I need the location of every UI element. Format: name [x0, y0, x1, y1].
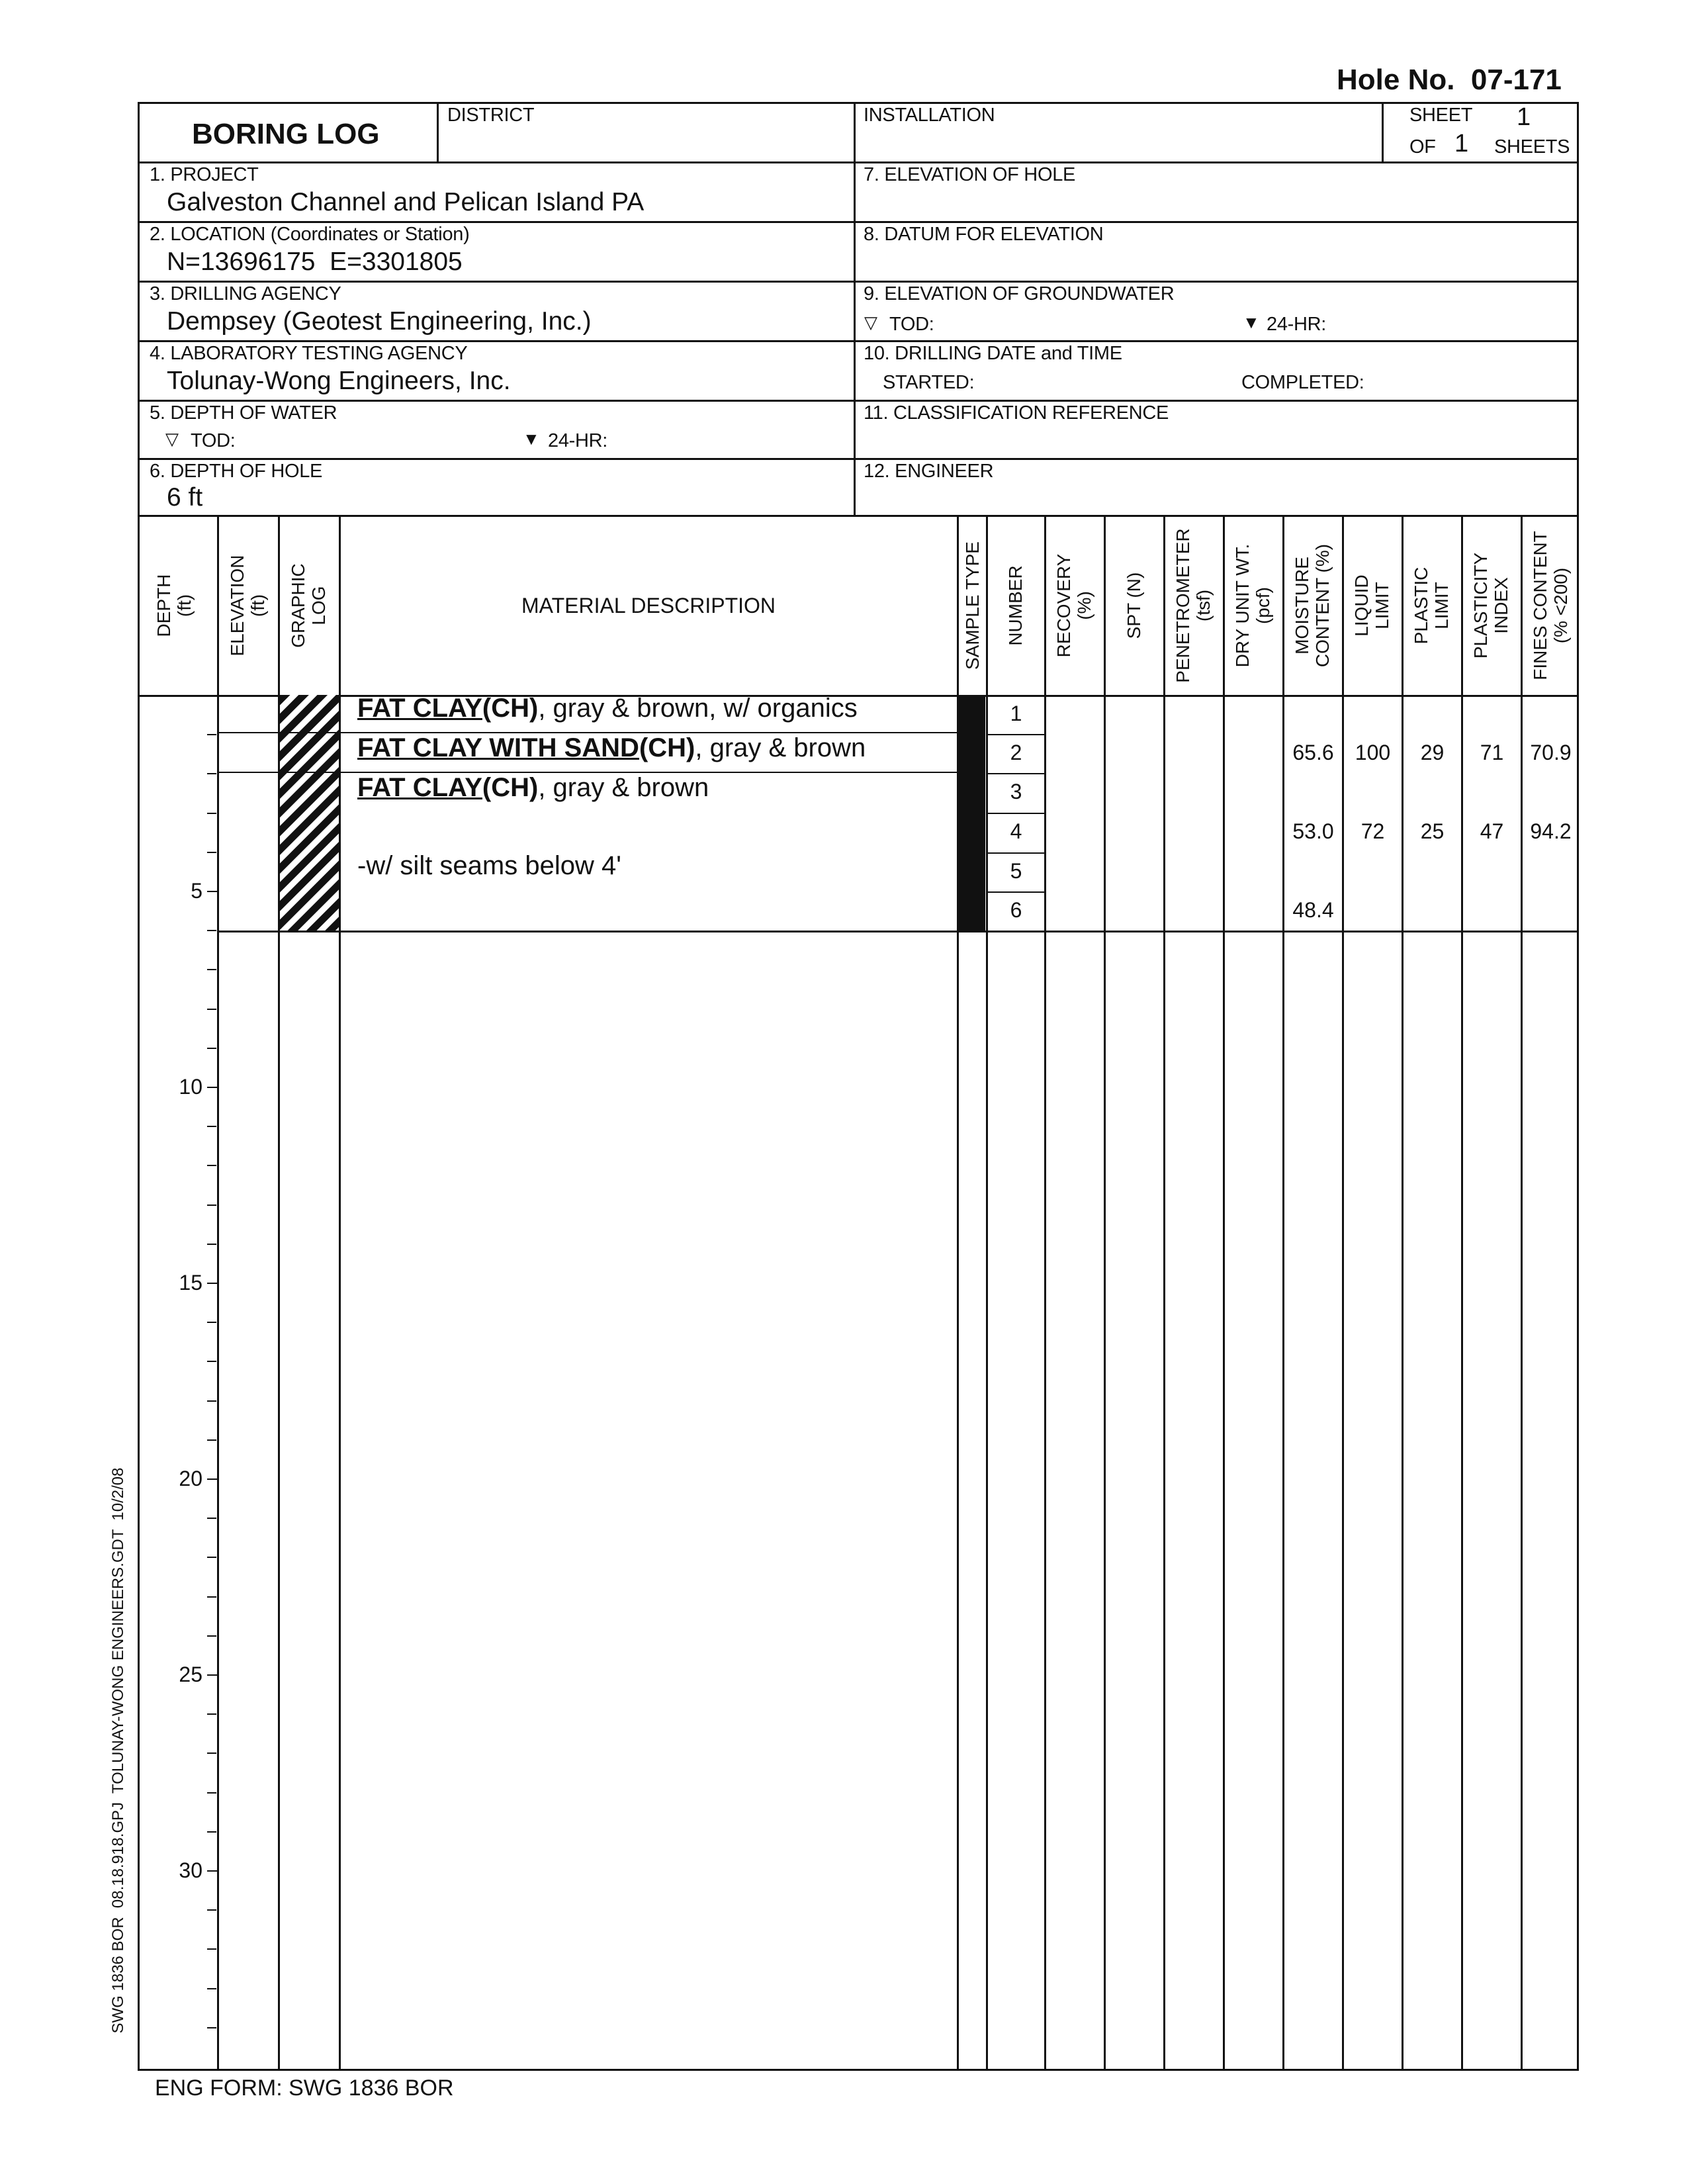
depth-tick: [207, 1400, 216, 1402]
sample-number: 5: [1010, 859, 1022, 883]
sheets-label: SHEETS: [1494, 136, 1570, 158]
depth-label: 5: [191, 879, 202, 903]
material-layer: FAT CLAY WITH SAND(CH), gray & brown: [357, 733, 866, 762]
depth-label: 25: [179, 1662, 202, 1686]
material-layer: FAT CLAY(CH), gray & brown: [357, 773, 709, 802]
liquid-limit-value: 100: [1355, 741, 1391, 764]
liquid-limit-value: 72: [1360, 819, 1385, 843]
of-label: OF: [1409, 136, 1436, 158]
col-fines-content: FINES CONTENT (% <200): [1530, 531, 1571, 680]
installation-label: INSTALLATION: [864, 105, 995, 126]
sample-type-bar: [959, 695, 985, 931]
depth-tick: [207, 1596, 216, 1598]
depth-tick: [207, 1557, 216, 1558]
depth-tick: [207, 930, 216, 931]
sheet-label: SHEET: [1409, 105, 1473, 126]
depth-label: 20: [179, 1467, 202, 1490]
depth-tick: [207, 1479, 218, 1480]
depth-tick: [207, 1322, 216, 1323]
sample-number: 1: [1010, 702, 1022, 725]
depth-tick: [207, 813, 216, 814]
depth-tick: [207, 1792, 216, 1794]
material-layer: FAT CLAY(CH), gray & brown, w/ organics: [357, 694, 858, 723]
depth-tick: [207, 1909, 216, 1911]
water-tod-icon: ▽: [165, 429, 179, 449]
depth-tick: [207, 1439, 216, 1441]
drilling-agency-value: Dempsey (Geotest Engineering, Inc.): [167, 307, 592, 336]
sample-number: 6: [1010, 898, 1022, 922]
engineer-label: 12. ENGINEER: [864, 461, 994, 482]
graphic-log-hatch: [280, 695, 339, 931]
col-spt: SPT (N): [1123, 572, 1144, 639]
col-dry-unit-wt: DRY UNIT WT. (pcf): [1232, 543, 1273, 668]
depth-water-label: 5. DEPTH OF WATER: [150, 402, 337, 424]
fines-value: 70.9: [1530, 741, 1572, 764]
depth-tick: [207, 1087, 218, 1088]
plastic-limit-value: 29: [1420, 741, 1445, 764]
depth-tick: [207, 1205, 216, 1206]
form-title: BORING LOG: [192, 118, 380, 150]
col-recovery: RECOVERY (%): [1053, 553, 1094, 658]
gw-24hr: 24-HR:: [1267, 314, 1327, 335]
hole-number: Hole No. 07-171: [1337, 64, 1562, 96]
depth-label: 30: [179, 1858, 202, 1882]
depth-tick: [207, 1948, 216, 1950]
water-24hr-icon: ▼: [523, 429, 540, 449]
material-note: -w/ silt seams below 4': [357, 851, 621, 880]
lab-agency-label: 4. LABORATORY TESTING AGENCY: [150, 343, 468, 364]
project-label: 1. PROJECT: [150, 164, 259, 185]
col-graphic-log: GRAPHIC LOG: [288, 563, 329, 648]
depth-tick: [207, 1283, 218, 1284]
started-label: STARTED:: [883, 372, 975, 393]
depth-tick: [207, 2027, 216, 2028]
gw-tod: TOD:: [889, 314, 934, 335]
district-label: DISTRICT: [447, 105, 535, 126]
col-elevation: ELEVATION (ft): [227, 555, 268, 657]
footer-form-id: ENG FORM: SWG 1836 BOR: [155, 2075, 454, 2101]
moisture-value: 48.4: [1292, 898, 1334, 922]
col-number: NUMBER: [1004, 565, 1026, 646]
col-plasticity-index: PLASTICITY INDEX: [1470, 552, 1511, 659]
plasticity-index-value: 71: [1480, 741, 1504, 764]
moisture-value: 53.0: [1292, 819, 1334, 843]
depth-tick: [207, 1713, 216, 1715]
depth-tick: [207, 773, 216, 774]
sheet-total: 1: [1454, 130, 1469, 158]
drilling-agency-label: 3. DRILLING AGENCY: [150, 283, 341, 304]
depth-tick: [207, 1048, 216, 1049]
elevation-hole-label: 7. ELEVATION OF HOLE: [864, 164, 1076, 185]
depth-tick: [207, 1244, 216, 1245]
gw-tod-icon: ▽: [864, 312, 877, 332]
depth-tick: [207, 852, 216, 853]
depth-tick: [207, 891, 218, 892]
drilling-date-label: 10. DRILLING DATE and TIME: [864, 343, 1122, 364]
depth-tick: [207, 734, 216, 735]
depth-water-tod: TOD:: [191, 430, 236, 451]
depth-hole-label: 6. DEPTH OF HOLE: [150, 461, 323, 482]
depth-tick: [207, 1988, 216, 1989]
completed-label: COMPLETED:: [1241, 372, 1364, 393]
col-liquid-limit: LIQUID LIMIT: [1351, 574, 1392, 637]
depth-tick: [207, 1518, 216, 1519]
depth-hole-value: 6 ft: [167, 483, 203, 512]
depth-tick: [207, 1870, 218, 1872]
sheet-number: 1: [1517, 103, 1531, 131]
col-moisture-content: MOISTURE CONTENT (%): [1292, 543, 1333, 668]
col-penetrometer: PENETROMETER (tsf): [1173, 528, 1214, 683]
sample-number: 2: [1010, 741, 1022, 764]
depth-tick: [207, 1165, 216, 1166]
moisture-value: 65.6: [1292, 741, 1334, 764]
col-material-description: MATERIAL DESCRIPTION: [521, 594, 776, 617]
depth-label: 10: [179, 1075, 202, 1099]
fines-value: 94.2: [1530, 819, 1572, 843]
depth-tick: [207, 1635, 216, 1637]
location-label: 2. LOCATION (Coordinates or Station): [150, 224, 470, 245]
col-depth: DEPTH (ft): [154, 574, 195, 637]
plastic-limit-value: 25: [1420, 819, 1445, 843]
gw-24hr-icon: ▼: [1243, 312, 1260, 332]
depth-water-24hr: 24-HR:: [548, 430, 608, 451]
col-sample-type: SAMPLE TYPE: [961, 541, 983, 670]
depth-tick: [207, 1126, 216, 1127]
depth-tick: [207, 1009, 216, 1010]
project-value: Galveston Channel and Pelican Island PA: [167, 188, 645, 216]
datum-label: 8. DATUM FOR ELEVATION: [864, 224, 1104, 245]
depth-tick: [207, 1831, 216, 1833]
depth-tick: [207, 1674, 218, 1676]
col-plastic-limit: PLASTIC LIMIT: [1411, 567, 1452, 645]
depth-tick: [207, 1361, 216, 1362]
depth-tick: [207, 1752, 216, 1754]
location-value: N=13696175 E=3301805: [167, 248, 463, 276]
classification-label: 11. CLASSIFICATION REFERENCE: [864, 402, 1169, 424]
depth-tick: [207, 969, 216, 970]
groundwater-label: 9. ELEVATION OF GROUNDWATER: [864, 283, 1175, 304]
plasticity-index-value: 47: [1480, 819, 1504, 843]
sample-number: 4: [1010, 819, 1022, 843]
lab-agency-value: Tolunay-Wong Engineers, Inc.: [167, 367, 511, 395]
sample-number: 3: [1010, 780, 1022, 803]
depth-label: 15: [179, 1271, 202, 1295]
side-file-info: SWG 1836 BOR 08.18.918.GPJ TOLUNAY-WONG ENGINEERS.GDT 10/2/08: [109, 1467, 127, 2034]
